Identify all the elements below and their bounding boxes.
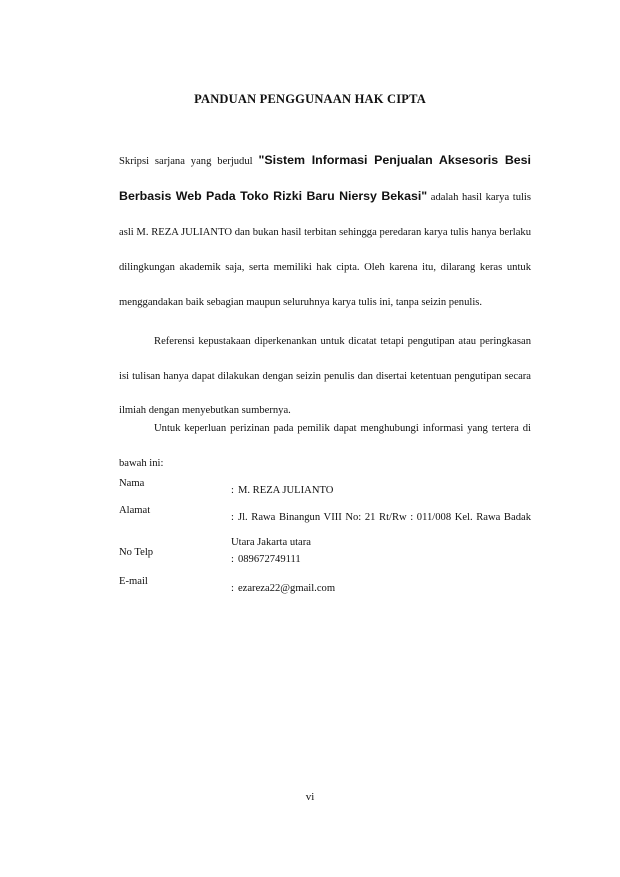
- permission-paragraph: [119, 412, 531, 481]
- thesis-title: "Sistem Informasi Penjualan Aksesoris Besi Berbasis Web Pada Toko Rizki Baru Niersy Bekasi": [119, 153, 532, 203]
- name-label: Nama: [119, 478, 145, 489]
- colon: :: [231, 485, 234, 496]
- colon: :: [231, 512, 234, 523]
- paragraph-rest: adalah hasil karya tulis asli M. REZA JULIANTO dan bukan hasil terbitan sehingga peredaran karya tulis hanya berlaku dilingkungan akademik saja, serta memiliki hak cipta. Oleh karena itu, dilarang keras untuk menggandakan baik sebagian maupun seluruhnya karya tulis ini, tanpa seizin penulis.: [119, 192, 532, 308]
- phone-label: No Telp: [119, 547, 154, 558]
- phone-value-wrap: [231, 547, 531, 572]
- page-title: PANDUAN PENGGUNAAN HAK CIPTA: [194, 92, 426, 106]
- paragraph-reference: Referensi kepustakaan diperkenankan untuk dicatat tetapi pengutipan atau peringkasan isi tulisan hanya dapat dilakukan dengan seizin penulis dan disertai ketentuan pengutipan secara ilmiah dengan menyebutkan sumbernya.: [119, 336, 531, 416]
- email-value-wrap: [231, 576, 531, 601]
- colon: :: [231, 583, 234, 594]
- email-value: ezareza22@gmail.com: [237, 583, 336, 594]
- colon: :: [231, 554, 234, 565]
- copyright-paragraph: [119, 143, 531, 320]
- name-value: M. REZA JULIANTO: [237, 485, 334, 496]
- paragraph-intro: Skripsi sarjana yang berjudul: [119, 156, 259, 167]
- paragraph-permission: Untuk keperluan perizinan pada pemilik dapat menghubungi informasi yang tertera di bawah ini:: [119, 423, 531, 469]
- address-value: Jl. Rawa Binangun VIII No: 21 Rt/Rw : 011/008 Kel. Rawa Badak Utara Jakarta utara: [231, 512, 531, 548]
- name-value-wrap: [231, 478, 531, 503]
- page-number: vi: [305, 791, 315, 803]
- address-label: Alamat: [119, 505, 151, 516]
- email-label: E-mail: [119, 576, 148, 587]
- paragraph-thesis-statement: [119, 143, 531, 320]
- phone-value: 089672749111: [237, 554, 301, 565]
